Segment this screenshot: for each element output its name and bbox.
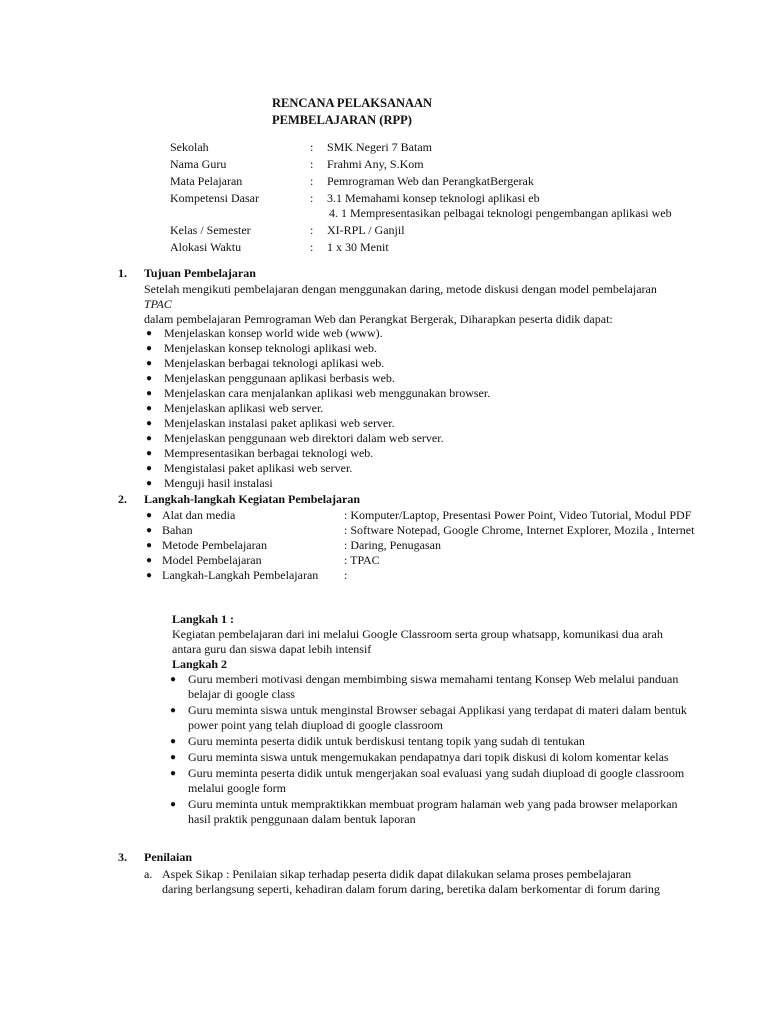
list-item-text: Menjelaskan aplikasi web server.: [164, 401, 324, 415]
bullet-icon: ●: [146, 343, 153, 354]
section-number: 1.: [118, 266, 127, 280]
title-line-2: PEMBELAJARAN (RPP): [272, 113, 412, 127]
activity-details: [144, 508, 704, 583]
competency-line-2: 4. 1 Mempresentasikan pelbagai teknologi pengembangan aplikasi web: [329, 206, 672, 220]
intro-italic: TPAC: [144, 297, 172, 311]
objectives-list: [144, 326, 704, 491]
competency-line-1: 3.1 Memahami konsep teknologi aplikasi eb: [327, 191, 540, 205]
bullet-icon: ●: [170, 674, 177, 685]
identity-table: [170, 140, 730, 257]
list-item: [144, 371, 704, 386]
bullet-icon: ●: [170, 705, 177, 716]
bullet-icon: ●: [146, 358, 153, 369]
bullet-icon: ●: [146, 510, 153, 521]
title-line-1: RENCANA PELAKSANAAN: [272, 96, 433, 110]
step-1-title: Langkah 1 :: [172, 612, 235, 626]
info-label: Kelas / Semester: [170, 223, 251, 237]
detail-value: : TPAC: [344, 553, 380, 567]
section-number: 2.: [118, 492, 127, 506]
detail-label: Model Pembelajaran: [162, 553, 262, 567]
info-value: [327, 191, 672, 221]
detail-row: [144, 523, 704, 538]
list-item-text: Menjelaskan instalasi paket aplikasi web server.: [164, 416, 395, 430]
bullet-icon: ●: [170, 768, 177, 779]
bullet-icon: ●: [146, 418, 153, 429]
bullet-icon: ●: [146, 373, 153, 384]
list-item-text: Guru meminta peserta didik untuk berdiskusi tentang topik yang sudah di tentukan: [188, 734, 585, 748]
bullet-icon: ●: [146, 570, 153, 581]
list-item-text: Guru memberi motivasi dengan membimbing siswa memahami tentang Konsep Web melalui panduan belajar di google class: [188, 672, 679, 701]
info-label: Alokasi Waktu: [170, 240, 242, 254]
info-value: SMK Negeri 7 Batam: [327, 140, 432, 154]
bullet-icon: ●: [146, 448, 153, 459]
list-item: [170, 766, 690, 796]
list-item-text: Menjelaskan cara menjalankan aplikasi web menggunakan browser.: [164, 386, 491, 400]
step-2-list: [170, 672, 690, 828]
section-title: Penilaian: [144, 850, 193, 864]
info-colon: :: [310, 223, 314, 237]
bullet-icon: ●: [146, 540, 153, 551]
list-item-text: Menguji hasil instalasi: [164, 476, 273, 490]
item-letter: a.: [144, 867, 153, 881]
list-item: [144, 416, 704, 431]
info-value: XI-RPL / Ganjil: [327, 223, 405, 237]
detail-label: Bahan: [162, 523, 193, 537]
info-value: 1 x 30 Menit: [327, 240, 389, 254]
list-item: [170, 750, 690, 765]
info-label: Sekolah: [170, 140, 209, 154]
detail-row: [144, 538, 704, 553]
section-1-intro: [144, 282, 704, 327]
info-colon: :: [310, 240, 314, 254]
bullet-icon: ●: [170, 799, 177, 810]
bullet-icon: ●: [146, 478, 153, 489]
bullet-icon: ●: [146, 328, 153, 339]
assessment-item-a: [144, 867, 664, 897]
list-item-text: Guru meminta siswa untuk menginstal Browser sebagai Applikasi yang terdapat di materi dalam bentuk power point yang telah diupload di google classroom: [188, 703, 687, 732]
detail-value: : Komputer/Laptop, Presentasi Power Point, Video Tutorial, Modul PDF: [344, 508, 692, 522]
detail-value: :: [344, 568, 348, 582]
info-label: Mata Pelajaran: [170, 174, 243, 188]
list-item: [144, 356, 704, 371]
bullet-icon: ●: [146, 463, 153, 474]
section-title: Langkah-langkah Kegiatan Pembelajaran: [144, 492, 361, 506]
list-item-text: Menjelaskan berbagai teknologi aplikasi web.: [164, 356, 385, 370]
list-item-text: Menjelaskan penggunaan web direktori dalam web server.: [164, 431, 444, 445]
bullet-icon: ●: [146, 403, 153, 414]
list-item: [170, 672, 690, 702]
list-item: [144, 446, 704, 461]
info-row-competency: [170, 191, 730, 223]
list-item-text: Menjelaskan konsep world wide web (www).: [164, 326, 383, 340]
intro-line-1: Setelah mengikuti pembelajaran dengan menggunakan daring, metode diskusi dengan model pembelajaran: [144, 282, 657, 296]
list-item: [144, 461, 704, 476]
info-label: Nama Guru: [170, 157, 227, 171]
list-item: [144, 341, 704, 356]
bullet-icon: ●: [146, 388, 153, 399]
info-label: Kompetensi Dasar: [170, 191, 259, 205]
list-item: [144, 401, 704, 416]
section-title: Tujuan Pembelajaran: [144, 266, 256, 280]
info-value: Frahmi Any, S.Kom: [327, 157, 424, 171]
bullet-icon: ●: [146, 525, 153, 536]
info-value: Pemrograman Web dan PerangkatBergerak: [327, 174, 534, 188]
document-title: [272, 95, 432, 129]
bullet-icon: ●: [170, 752, 177, 763]
detail-value: : Software Notepad, Google Chrome, Internet Explorer, Mozila , Internet: [344, 523, 695, 537]
list-item-text: Guru meminta peserta didik untuk mengerjakan soal evaluasi yang sudah diupload di google classroom melalui google form: [188, 766, 685, 795]
list-item: [144, 386, 704, 401]
info-row-time: [170, 240, 730, 257]
info-colon: :: [310, 157, 314, 171]
detail-row: [144, 568, 704, 583]
detail-label: Langkah-Langkah Pembelajaran: [162, 568, 319, 582]
info-row-class: [170, 223, 730, 240]
list-item: [170, 734, 690, 749]
info-colon: :: [310, 191, 314, 205]
section-number: 3.: [118, 850, 127, 864]
bullet-icon: ●: [170, 736, 177, 747]
info-row-subject: [170, 174, 730, 191]
list-item-text: Menjelaskan penggunaan aplikasi berbasis web.: [164, 371, 395, 385]
detail-label: Alat dan media: [162, 508, 236, 522]
info-colon: :: [310, 174, 314, 188]
bullet-icon: ●: [146, 433, 153, 444]
list-item: [144, 431, 704, 446]
bullet-icon: ●: [146, 555, 153, 566]
step-2-title: Langkah 2: [172, 657, 228, 671]
intro-line-3: dalam pembelajaran Pemrograman Web dan Perangkat Bergerak, Diharapkan peserta didik dapat:: [144, 312, 613, 326]
detail-value: : Daring, Penugasan: [344, 538, 441, 552]
list-item-text: Guru meminta siswa untuk mengemukakan pendapatnya dari topik diskusi di kolom komentar kelas: [188, 750, 669, 764]
info-row-teacher: [170, 157, 730, 174]
list-item: [144, 326, 704, 341]
detail-row: [144, 508, 704, 523]
detail-label: Metode Pembelajaran: [162, 538, 267, 552]
item-text: Aspek Sikap : Penilaian sikap terhadap peserta didik dapat dilakukan selama proses pembelajaran daring berlangsung seperti, kehadiran dalam forum daring, beretika dalam berkomentar di forum daring: [162, 867, 660, 896]
list-item-text: Mempresentasikan berbagai teknologi web.: [164, 446, 374, 460]
list-item-text: Menjelaskan konsep teknologi aplikasi web.: [164, 341, 377, 355]
list-item-text: Guru meminta untuk mempraktikkan membuat program halaman web yang pada browser melaporkan hasil praktik penggunaan dalam bentuk laporan: [188, 797, 678, 826]
list-item: [170, 703, 690, 733]
list-item-text: Mengistalasi paket aplikasi web server.: [164, 461, 353, 475]
detail-row: [144, 553, 704, 568]
list-item: [170, 797, 690, 827]
info-colon: :: [310, 140, 314, 154]
info-row-school: [170, 140, 730, 157]
list-item: [144, 476, 704, 491]
step-1-text: Kegiatan pembelajaran dari ini melalui Google Classroom serta group whatsapp, komunikasi dua arah antara guru dan siswa dapat lebih intensif: [172, 627, 663, 656]
